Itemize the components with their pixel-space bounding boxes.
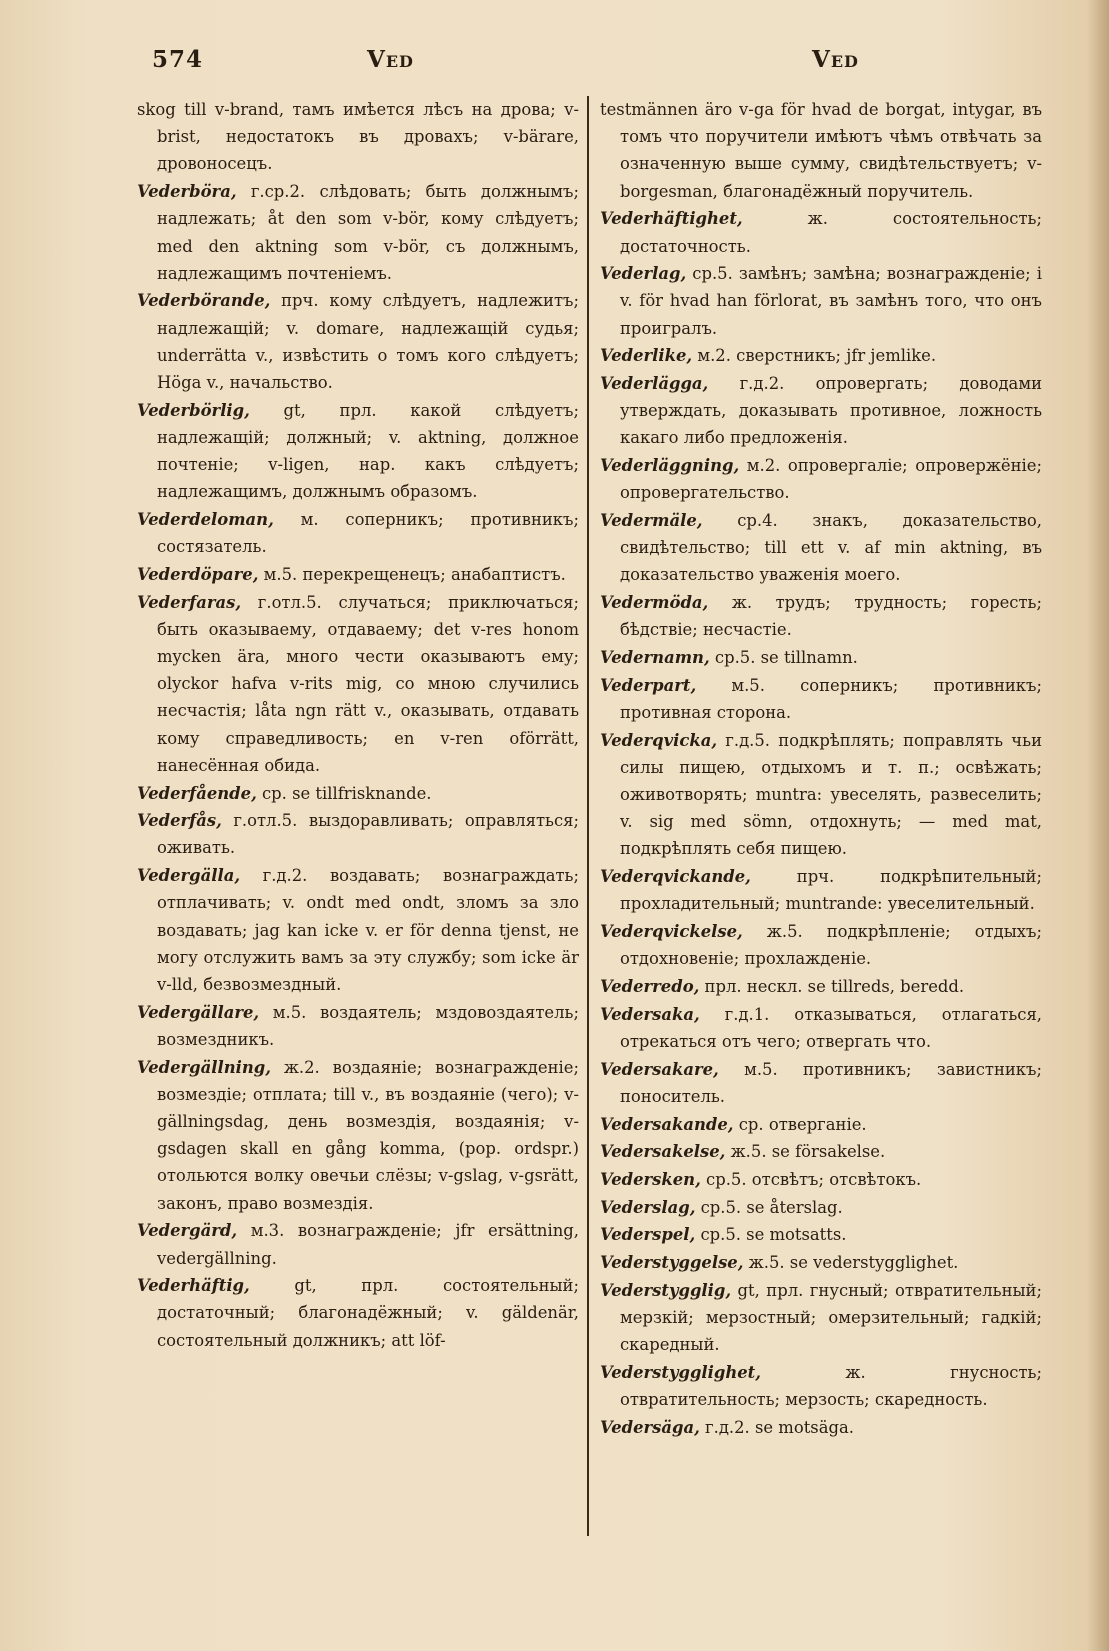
entry-definition: ср.5. se tillnamn.	[714, 648, 858, 668]
entry-definition: г.д.5. подкрѣплять; поправлять чьи силы пищею, отдыхомъ и т. п.; освѣжать; оживотворять; muntra: увеселять, развеселить; v. sig med sömn, отдохнуть; — med mat, подкрѣплять себя пищею.	[620, 730, 1042, 859]
entry-headword: Vederfående,	[137, 783, 257, 803]
entry-headword: Vederlag,	[600, 264, 687, 284]
dictionary-entry	[600, 1111, 1042, 1138]
right-guide-word: Ved	[812, 46, 859, 73]
entry-definition: г.д.2. воздавать; вознаграждать; отплачивать; v. ondt med ondt, зломъ за зло воздавать; jag kan icke v. er för denna tjenst, не могу отслужить вамъ за эту службу; som icke är v-lld, безвозмездный.	[157, 866, 579, 994]
entry-definition: м.2. опровергаліе; опровержёніе; опровергательство.	[620, 456, 1042, 503]
entry-definition: ср.5. se återslag.	[700, 1197, 843, 1217]
dictionary-entry	[600, 672, 1042, 726]
entry-headword: Vedersakelse,	[600, 1142, 726, 1162]
entry-headword: Vederpart,	[600, 675, 697, 695]
dictionary-entry	[137, 397, 579, 506]
entry-definition: м.5. соперникъ; противникъ; противная сторона.	[620, 675, 1042, 722]
entry-definition: ж.5. подкрѣпленіе; отдыхъ; отдохновеніе; прохлажденіе.	[620, 922, 1042, 969]
entry-definition: прч. подкрѣпительный; прохладительный; muntrande: увеселительный.	[620, 867, 1042, 914]
entry-headword: Vedersken,	[600, 1169, 701, 1189]
entry-definition: м.2. сверстникъ; jfr jemlike.	[697, 346, 937, 366]
dictionary-entry	[600, 1138, 1042, 1165]
entry-headword: Vederläggning,	[600, 456, 740, 476]
entry-headword: Vederbörlig,	[137, 400, 250, 420]
entry-headword: Vederqvicka,	[600, 730, 718, 750]
dictionary-entry	[600, 973, 1042, 1000]
entry-headword: Vedersakande,	[600, 1114, 734, 1134]
dictionary-entry	[137, 506, 579, 560]
dictionary-entry	[137, 780, 579, 807]
dictionary-entry	[600, 452, 1042, 506]
dictionary-entry	[600, 863, 1042, 917]
entry-definition: г.д.2. опровергать; доводами утверждать, доказывать противное, ложность какаго либо предложенія.	[620, 374, 1042, 448]
dictionary-entry	[600, 342, 1042, 369]
dictionary-entry	[600, 1359, 1042, 1413]
dictionary-entry	[137, 96, 579, 178]
dictionary-entry	[600, 1249, 1042, 1276]
dictionary-entry	[137, 287, 579, 396]
entry-headword: Vedermöda,	[600, 593, 709, 613]
right-column	[600, 96, 1042, 1441]
entry-definition: ж. трудъ; трудность; горесть; бѣдствіе; несчастіе.	[620, 593, 1042, 640]
dictionary-entry	[600, 96, 1042, 205]
entry-headword: Vederfås,	[137, 811, 222, 831]
entry-definition: прч. кому слѣдуетъ, надлежитъ; надлежащій; v. domare, надлежащій судья; underrätta v., извѣстить о томъ кого слѣдуетъ; Höga v., начальство.	[157, 291, 579, 393]
entry-definition: ср.5. замѣнъ; замѣна; вознагражденіе; i v. för hvad han förlorat, въ замѣнъ того, что онъ проигралъ.	[620, 264, 1042, 338]
entry-definition: прл. нескл. se tillreds, beredd.	[704, 977, 965, 996]
entry-headword: Vedermäle,	[600, 511, 703, 531]
dictionary-entry	[600, 507, 1042, 589]
dictionary-entry	[137, 999, 579, 1053]
entry-definition: gt, прл. состоятельный; достаточный; благонадёжный; v. gäldenär, состоятельный должникъ; att löf-	[157, 1276, 579, 1350]
entry-headword: Vederhäftig,	[137, 1276, 250, 1296]
entry-definition: м.3. вознагражденіе; jfr ersättning, vedergällning.	[157, 1221, 579, 1268]
entry-headword: Vedergärd,	[137, 1221, 238, 1241]
dictionary-entry	[137, 1272, 579, 1354]
entry-definition: г.отл.5. выздоравливать; оправляться; оживать.	[157, 811, 579, 858]
entry-definition: gt, прл. какой слѣдуетъ; надлежащій; должный; v. aktning, должное почтеніе; v-ligen, нар. какъ слѣдуетъ; надлежащимъ, должнымъ образомъ.	[157, 400, 579, 502]
entry-headword: Vederböra,	[137, 182, 237, 202]
entry-definition: ср. отверганіе.	[738, 1114, 867, 1134]
entry-definition: м.5. воздаятель; мздовоздаятель; возмездникъ.	[157, 1002, 579, 1049]
entry-definition: м.5. противникъ; завистникъ; поноситель.	[620, 1059, 1042, 1106]
dictionary-entry	[600, 1001, 1042, 1055]
dictionary-entry	[600, 918, 1042, 972]
dictionary-entry	[600, 1221, 1042, 1248]
page-header	[152, 46, 952, 82]
dictionary-entry	[137, 807, 579, 861]
entry-definition: ср.4. знакъ, доказательство, свидѣтельство; till ett v. af min aktning, въ доказательство уваженія моего.	[620, 511, 1042, 585]
dictionary-entry	[137, 561, 579, 588]
entry-definition: г.д.2. se motsäga.	[705, 1417, 854, 1437]
dictionary-entry	[600, 589, 1042, 643]
entry-headword: Vederdöpare,	[137, 564, 259, 584]
entry-definition: skog till v-brand, тамъ имѣется лѣсъ на дрова; v-brist, недостатокъ въ дровахъ; v-bärare, дровоносецъ.	[137, 100, 579, 174]
dictionary-entry	[137, 1217, 579, 1271]
dictionary-entry	[600, 644, 1042, 671]
dictionary-entry	[600, 260, 1042, 342]
page-number: 574	[152, 46, 204, 73]
entry-headword: Vedersaka,	[600, 1004, 700, 1024]
entry-headword: Vedernamn,	[600, 648, 710, 668]
entry-definition: г.отл.5. случаться; приключаться; быть оказываему, отдаваему; det v-res honom mycken ära, много чести оказываютъ ему; olyckor hafva v-rits mig, со мною случились несчастія; låta ngn rätt v., оказывать, отдавать кому справедливость; en v-ren oförrätt, нанесённая обида.	[157, 592, 579, 775]
dictionary-entry	[600, 370, 1042, 452]
dictionary-entry	[600, 1056, 1042, 1110]
entry-definition: м. соперникъ; противникъ; состязатель.	[157, 510, 579, 557]
entry-definition: г.ср.2. слѣдовать; быть должнымъ; надлежать; åt den som v-bör, кому слѣдуетъ; med den aktning som v-bör, съ должнымъ, надлежащимъ почтеніемъ.	[157, 182, 579, 283]
entry-definition: м.5. перекрещенецъ; анабаптистъ.	[263, 564, 566, 584]
entry-definition: ж. гнусность; отвратительность; мерзость; скаредность.	[620, 1362, 1042, 1410]
entry-definition: ср.5. отсвѣтъ; отсвѣтокъ.	[706, 1169, 922, 1189]
dictionary-entry	[600, 1166, 1042, 1193]
entry-headword: Vederlägga,	[600, 374, 709, 394]
dictionary-entry	[137, 589, 579, 779]
entry-headword: Vederfaras,	[137, 592, 242, 612]
entry-definition: testmännen äro v-ga för hvad de borgat, intygar, въ томъ что поручители имѣютъ чѣмъ отвѣчать за означенную выше сумму, свидѣтельствуетъ; v-borgesman, благонадёжный поручитель.	[600, 100, 1042, 201]
entry-headword: Vederslag,	[600, 1197, 696, 1217]
entry-headword: Vederqvickelse,	[600, 922, 743, 942]
entry-definition: ср.5. se motsatts.	[700, 1225, 847, 1245]
entry-headword: Vederstygglig,	[600, 1280, 732, 1300]
entry-headword: Vederlike,	[600, 346, 693, 366]
entry-definition: ср. se tillfrisknande.	[262, 783, 432, 803]
left-guide-word: Ved	[367, 46, 414, 73]
entry-definition: ж.5. se försakelse.	[730, 1142, 886, 1162]
entry-headword: Vederdeloman,	[137, 510, 274, 530]
dictionary-entry	[600, 1277, 1042, 1359]
dictionary-entry	[600, 205, 1042, 259]
dictionary-entry	[137, 178, 579, 287]
entry-definition: г.д.1. отказываться, отлагаться, отрекаться отъ чего; отвергать что.	[620, 1004, 1042, 1051]
entry-headword: Vederqvickande,	[600, 867, 751, 887]
left-column	[137, 96, 579, 1354]
dictionary-entry	[137, 862, 579, 998]
entry-definition: ж.2. воздаяніе; вознагражденіе; возмездіе; отплата; till v., въ воздаяніе (чего); v-gällningsdag, день возмездія, воздаянія; v-gsdagen skall en gång komma, (рор. ordspr.) отольются волку овечьи слёзы; v-gslag, v-gsrätt, законъ, право возмездія.	[157, 1057, 579, 1213]
column-divider	[587, 96, 589, 1536]
entry-definition: ж. состоятельность; достаточность.	[620, 209, 1042, 256]
dictionary-entry	[600, 727, 1042, 863]
entry-headword: Vedergällning,	[137, 1057, 271, 1077]
entry-headword: Vederredo,	[600, 977, 700, 996]
entry-headword: Vedersakare,	[600, 1059, 719, 1079]
entry-headword: Vedergälla,	[137, 866, 241, 886]
entry-headword: Vederstyggelse,	[600, 1253, 744, 1273]
dictionary-entry	[137, 1054, 579, 1217]
dictionary-entry	[600, 1194, 1042, 1221]
entry-headword: Vedergällare,	[137, 1002, 260, 1022]
entry-headword: Vedersäga,	[600, 1417, 700, 1437]
page-edge-shadow	[1087, 0, 1109, 1651]
entry-headword: Vederbörande,	[137, 291, 271, 311]
entry-headword: Vederspel,	[600, 1225, 696, 1245]
entry-definition: ж.5. se vederstygglighet.	[748, 1253, 959, 1273]
entry-definition: gt, прл. гнусный; отвратительный; мерзкій; мерзостный; омерзительный; гадкій; скаредный.	[620, 1280, 1042, 1355]
entry-headword: Vederhäftighet,	[600, 209, 743, 229]
dictionary-entry	[600, 1414, 1042, 1441]
entry-headword: Vederstygglighet,	[600, 1362, 761, 1382]
